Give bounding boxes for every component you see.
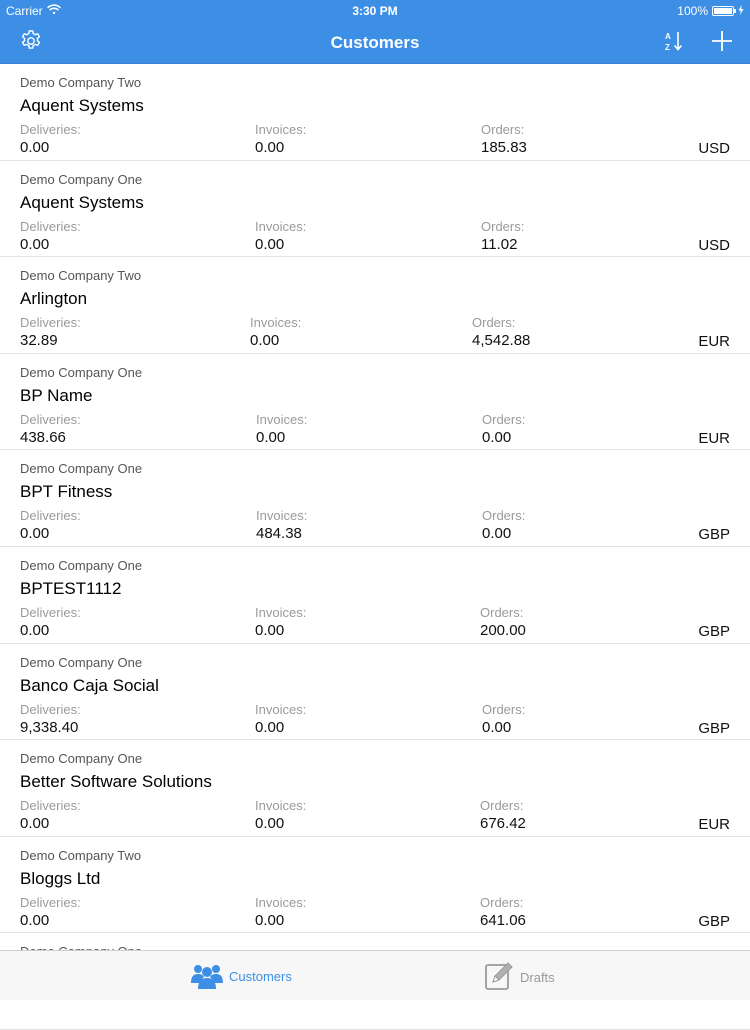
customer-row[interactable]	[0, 161, 750, 258]
invoices-cell	[255, 798, 306, 832]
battery-info	[677, 4, 744, 18]
deliveries-label: Deliveries:	[20, 701, 81, 717]
company-label: Demo Company Two	[20, 847, 142, 863]
svg-text:Z: Z	[665, 42, 670, 52]
orders-value: 185.83	[481, 139, 527, 156]
invoices-cell	[255, 895, 306, 929]
invoices-cell	[255, 702, 306, 736]
deliveries-value: 0.00	[20, 911, 50, 929]
deliveries-label: Deliveries:	[20, 798, 81, 814]
carrier-label: Carrier	[6, 4, 43, 18]
customer-list[interactable]	[0, 64, 750, 950]
svg-text:A: A	[665, 31, 671, 41]
currency-code: EUR	[698, 429, 730, 447]
orders-cell	[482, 508, 525, 542]
deliveries-value: 0.00	[20, 139, 50, 156]
deliveries-cell	[20, 798, 81, 832]
customer-row[interactable]	[0, 547, 750, 644]
invoices-label: Invoices:	[255, 798, 307, 814]
invoices-label: Invoices:	[255, 701, 307, 717]
orders-cell	[480, 798, 526, 832]
invoices-cell	[250, 315, 301, 349]
orders-cell	[482, 412, 525, 446]
deliveries-cell	[20, 605, 81, 639]
customer-name: BP Name	[20, 385, 93, 405]
currency-code: USD	[698, 236, 730, 254]
invoices-label: Invoices:	[255, 894, 307, 910]
deliveries-cell	[20, 895, 81, 929]
customer-name: Bloggs Ltd	[20, 868, 101, 888]
orders-label: Orders:	[480, 798, 524, 814]
tab-customers-label: Customers	[229, 969, 292, 984]
invoices-value: 0.00	[255, 911, 285, 929]
orders-value: 0.00	[482, 718, 512, 736]
orders-cell	[480, 605, 526, 639]
company-label: Demo Company One	[20, 654, 143, 670]
battery-icon	[712, 6, 734, 16]
orders-cell	[481, 219, 524, 253]
company-label: Demo Company Two	[20, 268, 142, 284]
deliveries-cell	[20, 219, 81, 253]
customer-name: BPT Fitness	[20, 482, 113, 502]
deliveries-value: 0.00	[20, 235, 50, 253]
deliveries-label: Deliveries:	[20, 894, 81, 910]
invoices-label: Invoices:	[255, 218, 307, 234]
customer-name: Better Software Solutions	[20, 772, 212, 792]
invoices-label: Invoices:	[256, 508, 308, 524]
orders-value: 11.02	[481, 235, 518, 253]
orders-label: Orders:	[480, 894, 524, 910]
orders-cell	[481, 122, 527, 156]
orders-value: 0.00	[482, 428, 512, 446]
invoices-label: Invoices:	[256, 411, 308, 427]
sort-az-icon	[662, 29, 686, 58]
deliveries-value: 0.00	[20, 621, 50, 639]
invoices-value: 0.00	[255, 718, 285, 736]
company-label: Demo Company One	[20, 751, 143, 767]
tab-customers[interactable]	[191, 961, 292, 992]
orders-label: Orders:	[481, 218, 525, 234]
charging-icon	[738, 4, 744, 18]
invoices-cell	[255, 219, 306, 253]
orders-label: Orders:	[482, 508, 526, 524]
deliveries-cell	[20, 315, 81, 349]
orders-cell	[480, 895, 526, 929]
orders-cell	[472, 315, 530, 349]
deliveries-cell	[20, 122, 81, 156]
orders-label: Orders:	[482, 411, 526, 427]
deliveries-label: Deliveries:	[20, 218, 81, 234]
company-label: Demo Company Two	[20, 75, 142, 90]
customer-row[interactable]	[0, 354, 750, 451]
currency-code: GBP	[698, 719, 730, 737]
orders-value: 641.06	[480, 911, 526, 929]
orders-value: 200.00	[480, 621, 526, 639]
add-customer-button[interactable]	[708, 30, 736, 56]
invoices-label: Invoices:	[255, 122, 307, 137]
orders-label: Orders:	[480, 604, 524, 620]
invoices-cell	[255, 605, 306, 639]
deliveries-label: Deliveries:	[20, 411, 81, 427]
deliveries-label: Deliveries:	[20, 508, 81, 524]
customer-name: Banco Caja Social	[20, 675, 159, 695]
deliveries-cell	[20, 412, 81, 446]
deliveries-cell	[20, 702, 81, 736]
currency-code: USD	[698, 140, 730, 157]
deliveries-label: Deliveries:	[20, 604, 81, 620]
invoices-value: 484.38	[256, 525, 302, 543]
currency-code: GBP	[698, 912, 730, 930]
orders-label: Orders:	[472, 315, 516, 331]
customer-name: Aquent Systems	[20, 192, 144, 212]
deliveries-label: Deliveries:	[20, 122, 81, 137]
invoices-value: 0.00	[255, 621, 285, 639]
company-label: Demo Company One	[20, 364, 143, 380]
company-label: Demo Company One	[20, 171, 143, 187]
invoices-cell	[255, 122, 306, 156]
invoices-cell	[256, 508, 307, 542]
deliveries-value: 0.00	[20, 815, 50, 833]
deliveries-value: 32.89	[20, 332, 58, 350]
tab-drafts-label: Drafts	[520, 970, 555, 985]
deliveries-value: 9,338.40	[20, 718, 79, 736]
sort-button[interactable]	[660, 30, 688, 56]
customer-row[interactable]	[0, 837, 750, 934]
currency-code: GBP	[698, 622, 730, 640]
invoices-label: Invoices:	[250, 315, 302, 331]
invoices-value: 0.00	[255, 815, 285, 833]
orders-label: Orders:	[482, 701, 526, 717]
orders-label: Orders:	[481, 122, 525, 137]
deliveries-cell	[20, 508, 81, 542]
invoices-cell	[256, 412, 307, 446]
invoices-value: 0.00	[255, 235, 285, 253]
invoices-label: Invoices:	[255, 604, 307, 620]
clock: 3:30 PM	[352, 4, 398, 18]
customer-name: BPTEST1112	[20, 578, 122, 598]
currency-code: GBP	[698, 526, 730, 544]
battery-percent: 100%	[677, 4, 708, 18]
status-bar	[0, 0, 750, 22]
tab-drafts[interactable]	[484, 961, 555, 994]
people-icon	[191, 961, 223, 992]
currency-code: EUR	[698, 816, 730, 834]
deliveries-value: 438.66	[20, 428, 66, 446]
currency-code: EUR	[698, 333, 730, 351]
customer-row[interactable]	[0, 64, 750, 161]
customer-row[interactable]	[0, 740, 750, 837]
orders-value: 4,542.88	[472, 332, 531, 350]
deliveries-label: Deliveries:	[20, 315, 81, 331]
invoices-value: 0.00	[250, 332, 280, 350]
customer-row[interactable]	[0, 257, 750, 354]
tab-bar	[0, 950, 750, 1000]
deliveries-value: 0.00	[20, 525, 50, 543]
customer-name: Aquent Systems	[20, 96, 144, 115]
orders-value: 676.42	[480, 815, 526, 833]
orders-cell	[482, 702, 525, 736]
invoices-value: 0.00	[256, 428, 286, 446]
plus-icon	[711, 28, 733, 58]
invoices-value: 0.00	[255, 139, 285, 156]
company-label: Demo Company One	[20, 557, 143, 573]
company-label: Demo Company One	[20, 461, 143, 477]
customer-row[interactable]	[0, 450, 750, 547]
customer-row[interactable]	[0, 644, 750, 741]
orders-value: 0.00	[482, 525, 512, 543]
drafts-icon	[484, 961, 514, 994]
page-title: Customers	[330, 33, 420, 52]
customer-name: Arlington	[20, 289, 88, 309]
navigation-bar	[0, 22, 750, 64]
